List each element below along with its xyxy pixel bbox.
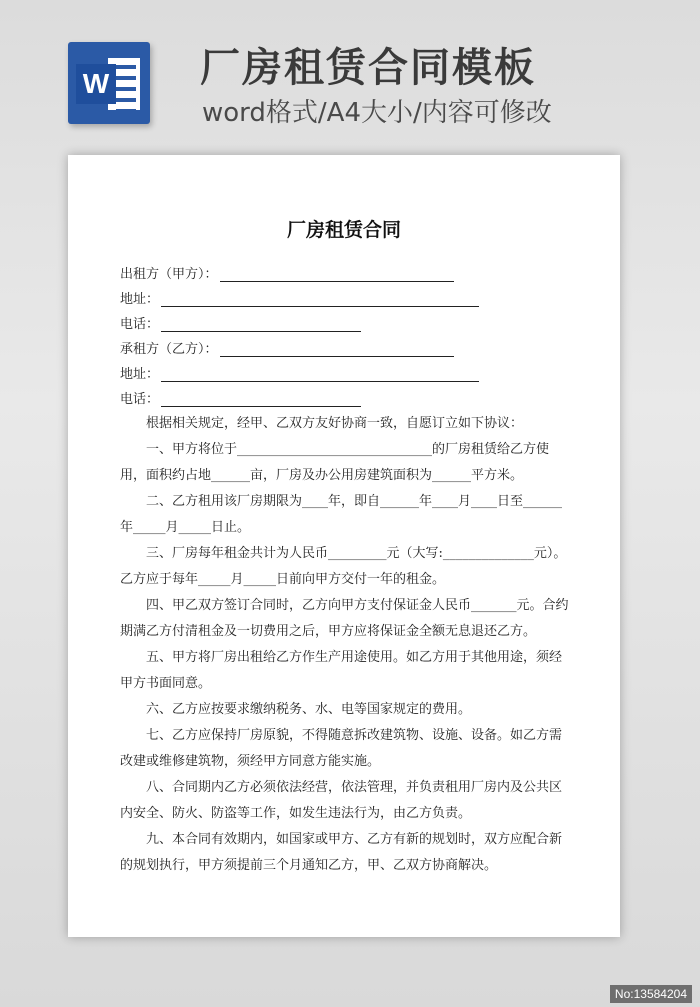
document-page <box>68 155 620 937</box>
field-label: 电话： <box>120 317 160 332</box>
field-label: 承租方（乙方）： <box>120 342 218 357</box>
lessee-address-field <box>120 363 479 383</box>
word-document-icon <box>68 42 150 124</box>
lessor-phone-field <box>120 313 361 333</box>
intro-paragraph: 根据相关规定，经甲、乙双方友好协商一致，自愿订立如下协议： <box>146 416 524 431</box>
clause-1: 一、甲方将位于______________________________的厂房租赁给乙方使用，面积约占地______亩，厂房及办公用房建筑面积为______平方米。 <box>120 442 550 483</box>
blank-line <box>161 292 479 307</box>
lessee-field <box>120 338 454 358</box>
lessor-address-field <box>120 288 479 308</box>
lessee-phone-field <box>120 388 361 408</box>
lessor-field <box>120 263 454 283</box>
field-label: 电话： <box>120 392 160 407</box>
clause-3: 三、厂房每年租金共计为人民币_________元（大写:______________元）。乙方应于每年_____月_____日前向甲方交付一年的租金。 <box>120 546 567 587</box>
blank-line <box>220 267 454 282</box>
field-label: 地址： <box>120 367 160 382</box>
field-label: 出租方（甲方）： <box>120 267 218 282</box>
clause-4: 四、甲乙双方签订合同时，乙方向甲方支付保证金人民币_______元。合约期满乙方付清租金及一切费用之后，甲方应将保证金全额无息退还乙方。 <box>120 598 569 639</box>
blank-line <box>220 342 454 357</box>
document-title: 厂房租赁合同 <box>286 219 401 241</box>
clause-7: 七、乙方应保持厂房原貌，不得随意拆改建筑物、设施、设备。如乙方需改建或维修建筑物，须经甲方同意方能实施。 <box>120 728 563 769</box>
page-title: 厂房租赁合同模板 <box>200 45 536 91</box>
blank-line <box>161 317 361 332</box>
clause-9: 九、本合同有效期内，如国家或甲方、乙方有新的规划时，双方应配合新的规划执行，甲方须提前三个月通知乙方，甲、乙双方协商解决。 <box>120 832 563 873</box>
clause-8: 八、合同期内乙方必须依法经营，依法管理，并负责租用厂房内及公共区内安全、防火、防盗等工作，如发生违法行为，由乙方负责。 <box>120 780 563 821</box>
image-id-watermark: No:13584204 <box>610 985 692 1003</box>
clause-5: 五、甲方将厂房出租给乙方作生产用途使用。如乙方用于其他用途，须经甲方书面同意。 <box>120 650 563 691</box>
blank-line <box>161 367 479 382</box>
field-label: 地址： <box>120 292 160 307</box>
clause-2: 二、乙方租用该厂房期限为____年，即自______年____月____日至______年_____月_____日止。 <box>120 494 563 535</box>
clause-6: 六、乙方应按要求缴纳税务、水、电等国家规定的费用。 <box>146 702 472 717</box>
page-subtitle: word格式/A4大小/内容可修改 <box>202 98 552 128</box>
word-letter-badge: W <box>76 64 116 104</box>
blank-line <box>161 392 361 407</box>
